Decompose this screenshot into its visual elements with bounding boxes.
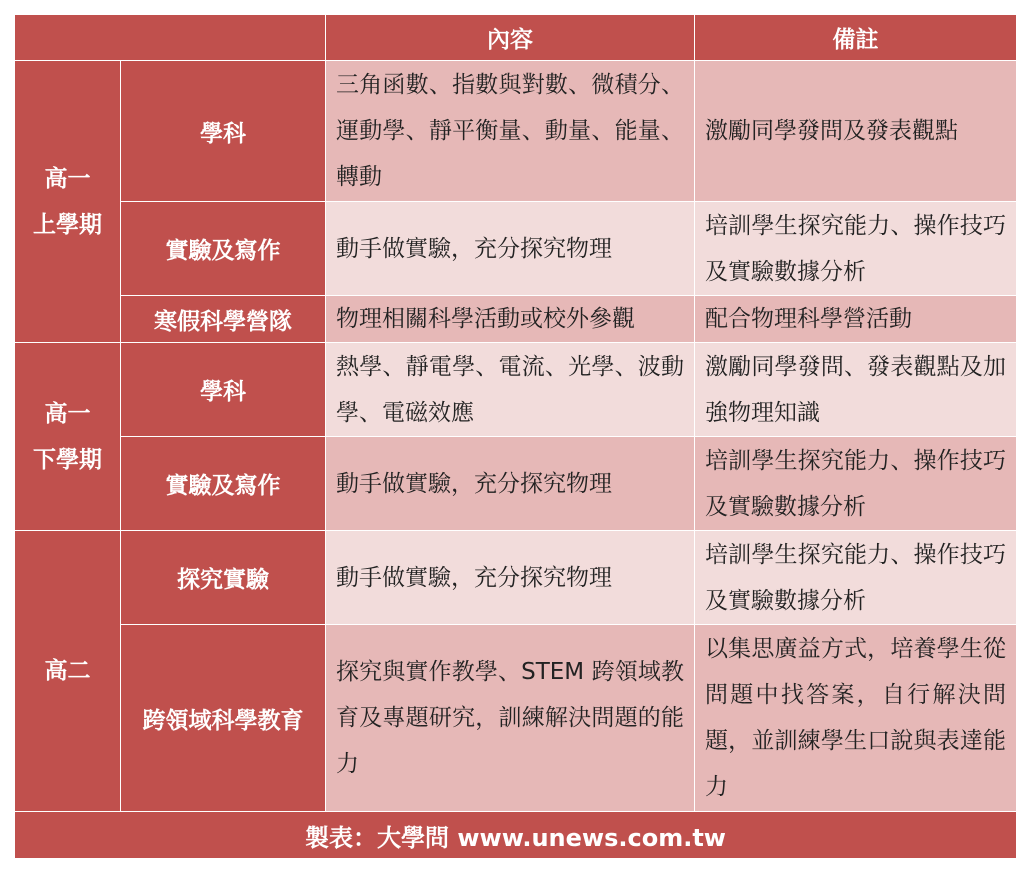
header-note: 備註 — [695, 15, 1017, 61]
category-cell: 寒假科學營隊 — [121, 296, 326, 343]
category-cell: 學科 — [121, 343, 326, 437]
table-footer-row — [15, 812, 1017, 859]
note-cell: 培訓學生探究能力、操作技巧及實驗數據分析 — [695, 437, 1017, 531]
grade-label: 高一 — [44, 165, 91, 192]
content-cell: 動手做實驗，充分探究物理 — [326, 202, 695, 296]
table-row — [15, 437, 1017, 531]
term-label: 上學期 — [33, 211, 102, 238]
note-cell: 以集思廣益方式，培養學生從問題中找答案，自行解決問題，並訓練學生口說與表達能力 — [695, 625, 1017, 812]
grade-label: 高一 — [44, 400, 91, 427]
content-cell: 三角函數、指數與對數、微積分、運動學、靜平衡量、動量、能量、轉動 — [326, 61, 695, 202]
header-content: 內容 — [326, 15, 695, 61]
category-cell: 實驗及寫作 — [121, 202, 326, 296]
table-row — [15, 202, 1017, 296]
curriculum-table — [14, 14, 1017, 859]
content-cell: 探究與實作教學、STEM 跨領域教育及專題研究，訓練解決問題的能力 — [326, 625, 695, 812]
table-row — [15, 61, 1017, 202]
category-cell: 學科 — [121, 61, 326, 202]
content-cell: 物理相關科學活動或校外參觀 — [326, 296, 695, 343]
header-corner-cell — [15, 15, 326, 61]
source-credit: 製表：大學問 www.unews.com.tw — [15, 812, 1017, 859]
category-cell: 跨領域科學教育 — [121, 625, 326, 812]
table-header-row — [15, 15, 1017, 61]
note-cell: 配合物理科學營活動 — [695, 296, 1017, 343]
note-cell: 培訓學生探究能力、操作技巧及實驗數據分析 — [695, 531, 1017, 625]
term-label: 下學期 — [33, 446, 102, 473]
grade-term-cell — [15, 343, 121, 531]
table-row — [15, 531, 1017, 625]
content-cell: 動手做實驗，充分探究物理 — [326, 437, 695, 531]
content-cell: 動手做實驗，充分探究物理 — [326, 531, 695, 625]
table-row — [15, 625, 1017, 812]
note-cell: 激勵同學發問、發表觀點及加強物理知識 — [695, 343, 1017, 437]
content-cell: 熱學、靜電學、電流、光學、波動學、電磁效應 — [326, 343, 695, 437]
note-cell: 培訓學生探究能力、操作技巧及實驗數據分析 — [695, 202, 1017, 296]
grade-label: 高二 — [44, 658, 91, 684]
table-row — [15, 296, 1017, 343]
grade-term-cell — [15, 531, 121, 812]
category-cell: 探究實驗 — [121, 531, 326, 625]
grade-term-cell — [15, 61, 121, 343]
category-cell: 實驗及寫作 — [121, 437, 326, 531]
note-cell: 激勵同學發問及發表觀點 — [695, 61, 1017, 202]
table-row — [15, 343, 1017, 437]
